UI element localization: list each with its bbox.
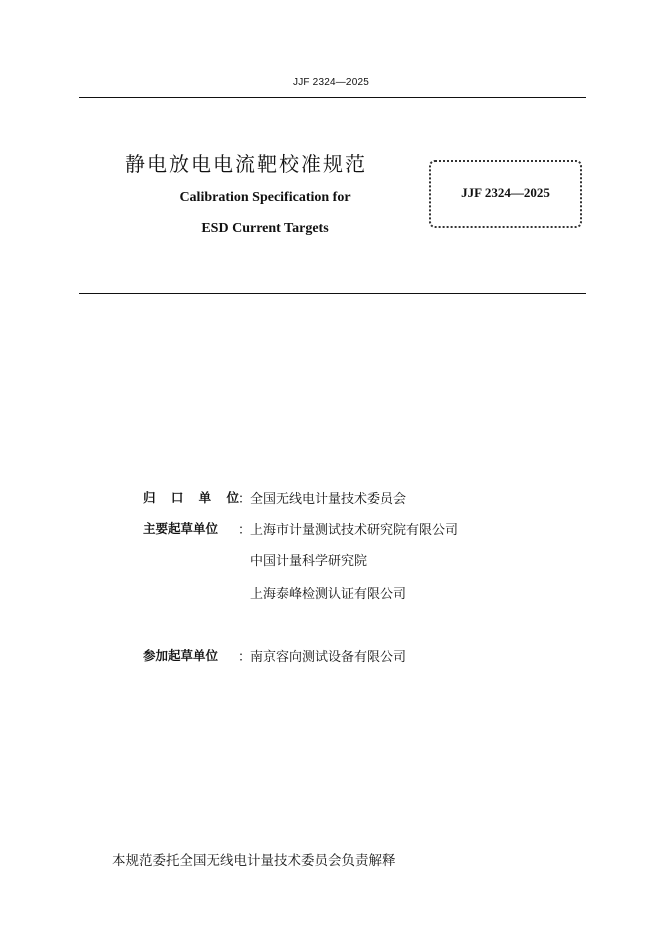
- responsible-label-char: 单: [198, 490, 212, 505]
- english-title-line-2: ESD Current Targets: [201, 221, 329, 236]
- main-drafting-unit-value: 上海泰峰检测认证有限公司: [250, 587, 407, 602]
- main-drafting-unit-label: 主要起草单位: [143, 521, 219, 536]
- label-colon: ：: [238, 523, 252, 538]
- responsible-label-char: 口: [170, 490, 184, 505]
- responsible-unit-value: 全国无线电计量技术委员会: [250, 492, 407, 507]
- bottom-divider: [79, 293, 586, 294]
- main-drafting-unit-value: 上海市计量测试技术研究院有限公司: [250, 523, 459, 538]
- participating-drafting-unit-value: 南京容向测试设备有限公司: [250, 650, 407, 665]
- page-title: 静电放电电流靶校准规范: [125, 152, 367, 176]
- label-colon: ：: [238, 492, 252, 507]
- standard-code-box-text: JJF 2324—2025: [461, 185, 550, 200]
- header-standard-code: JJF 2324—2025: [293, 77, 369, 88]
- label-colon: ：: [238, 650, 252, 665]
- interpretation-note: 本规范委托全国无线电计量技术委员会负责解释: [112, 853, 396, 869]
- responsible-label-char: 位: [226, 490, 239, 505]
- top-divider: [79, 97, 586, 98]
- english-title-line-1: Calibration Specification for: [179, 190, 351, 205]
- participating-drafting-unit-label: 参加起草单位: [143, 648, 219, 663]
- responsible-unit-label: [143, 488, 239, 506]
- responsible-label-char: 归: [143, 490, 156, 505]
- main-drafting-unit-value: 中国计量科学研究院: [250, 554, 368, 569]
